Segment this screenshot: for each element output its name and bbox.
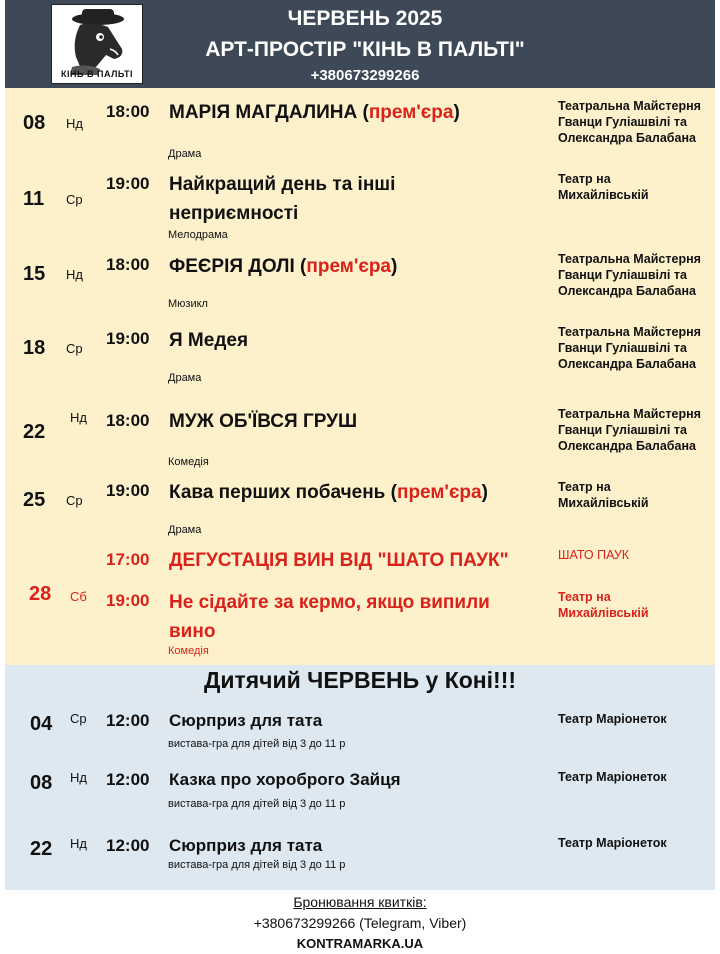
event-title[interactable]: Не сідайте за кермо, якщо випили вино (169, 592, 490, 642)
event-genre: Мелодрама (168, 229, 228, 241)
event-day: 28 (29, 583, 52, 605)
event-genre: Комедія (168, 456, 209, 468)
event-venue: Театральна Майстерня Гванци Гулiашвiлi та Олександра Балабана (558, 252, 701, 298)
event-time: 19:00 (106, 174, 150, 193)
booking-contacts[interactable]: +380673299266 (Telegram, Viber) (253, 915, 467, 931)
event-genre: Драма (168, 148, 202, 160)
event-venue: Театр на Михайлівській (558, 172, 649, 202)
event-weekday: Ср (70, 711, 87, 726)
event-title-close: ) (453, 102, 460, 123)
event-title[interactable]: Сюрприз для тата (169, 836, 323, 855)
event-time: 19:00 (106, 481, 150, 500)
event-note: вистава-гра для дітей від 3 до 11 р (168, 859, 346, 871)
page-title: ЧЕРВЕНЬ 2025 (287, 7, 443, 30)
event-weekday: Ср (66, 341, 83, 356)
event-time: 18:00 (106, 411, 150, 430)
event-day: 25 (23, 489, 46, 511)
event-day: 18 (23, 337, 46, 359)
logo-text: КІНЬ В ПАЛЬТІ (61, 69, 133, 79)
event-weekday: Нд (66, 116, 83, 131)
event-weekday: Нд (70, 836, 87, 851)
event-time: 18:00 (106, 255, 150, 274)
event-day: 08 (23, 112, 46, 134)
event-venue: Театр на Михайлівській (558, 480, 649, 510)
event-title[interactable]: ДЕГУСТАЦІЯ ВИН ВІД "ШАТО ПАУК" (169, 550, 509, 571)
event-venue: Театр на Михайлівській (558, 590, 649, 620)
event-title-text: ФЕЄРІЯ ДОЛІ ( (169, 256, 307, 277)
event-weekday: Нд (70, 770, 87, 785)
event-title[interactable]: МУЖ ОБ'ЇВСЯ ГРУШ (169, 411, 358, 432)
event-venue: Театр Маріонеток (558, 770, 667, 784)
booking-label: Бронювання квитків: (293, 894, 427, 910)
kids-section-title: Дитячий ЧЕРВЕНЬ у Коні!!! (203, 667, 517, 693)
premiere-label: прем'єра (396, 482, 482, 503)
event-title[interactable] (169, 478, 549, 507)
event-genre: Мюзикл (168, 298, 208, 310)
event-venue: Театральна Майстерня Гванци Гулiашвiлi та Олександра Балабана (558, 99, 701, 145)
event-title-close: ) (391, 256, 398, 277)
booking-site-link[interactable]: KONTRAMARKA.UA (296, 936, 424, 951)
header (5, 0, 715, 88)
event-genre: Драма (168, 524, 202, 536)
venue-name: АРТ-ПРОСТІР "КІНЬ В ПАЛЬТІ" (205, 38, 525, 61)
event-weekday: Ср (66, 493, 83, 508)
event-venue: Театр Маріонеток (558, 836, 667, 850)
event-time: 12:00 (106, 836, 150, 855)
event-venue: Театральна Майстерня Гванци Гулiашвiлi та Олександра Балабана (558, 407, 701, 453)
event-title[interactable]: Сюрприз для тата (169, 711, 323, 730)
event-title[interactable]: Я Медея (169, 330, 249, 351)
event-day: 08 (30, 772, 53, 794)
header-phone[interactable]: +380673299266 (310, 67, 420, 84)
event-day: 15 (23, 263, 46, 285)
event-venue: ШАТО ПАУК (558, 548, 630, 562)
event-weekday: Сб (70, 589, 87, 604)
event-title[interactable]: Найкращий день та інші неприємності (169, 174, 396, 224)
event-time: 12:00 (106, 770, 150, 789)
event-day: 11 (23, 188, 45, 210)
event-title-close: ) (481, 482, 488, 503)
event-venue: Театр Маріонеток (558, 712, 667, 726)
event-note: вистава-гра для дітей від 3 до 11 р (168, 738, 346, 750)
event-genre: Драма (168, 372, 202, 384)
event-day: 22 (30, 838, 53, 860)
event-title-text: МАРІЯ МАГДАЛИНА ( (169, 102, 369, 123)
event-day: 22 (23, 421, 46, 443)
event-time: 17:00 (106, 550, 150, 569)
event-title[interactable] (169, 252, 549, 281)
premiere-label: прем'єра (368, 102, 454, 123)
event-title[interactable] (169, 98, 549, 127)
event-note: вистава-гра для дітей від 3 до 11 р (168, 798, 346, 810)
horse-logo (51, 4, 143, 84)
event-weekday: Нд (70, 410, 87, 425)
event-day: 04 (30, 713, 53, 735)
event-weekday: Ср (66, 192, 83, 207)
event-title-text: Кава перших побачень ( (169, 482, 397, 503)
event-time: 19:00 (106, 591, 150, 610)
event-weekday: Нд (66, 267, 83, 282)
event-time: 18:00 (106, 102, 150, 121)
event-title[interactable]: Казка про хороброго Зайця (169, 770, 401, 789)
premiere-label: прем'єра (306, 256, 391, 277)
event-time: 12:00 (106, 711, 150, 730)
event-genre: Комедія (168, 645, 209, 657)
event-time: 19:00 (106, 329, 150, 348)
event-venue: Театральна Майстерня Гванци Гулiашвiлi та Олександра Балабана (558, 325, 701, 371)
